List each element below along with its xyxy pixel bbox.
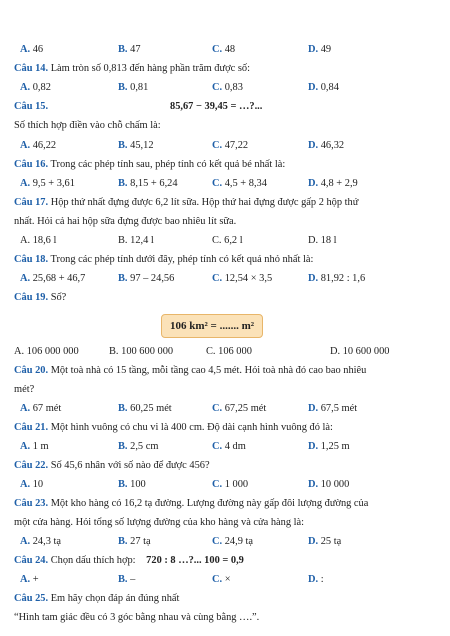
q15-label: Câu 15. bbox=[14, 101, 49, 112]
q20-text-line1: Một toà nhà có 15 tầng, mỗi tầng cao 4,5 mét. Hỏi toà nhà đó cao bao nhiêu bbox=[50, 365, 367, 376]
q22-option-c[interactable]: C. 1 000 bbox=[212, 479, 249, 490]
q19-expression-box: 106 km² = ....... m² bbox=[161, 314, 263, 338]
q15-option-b[interactable]: B. 45,12 bbox=[118, 140, 154, 151]
q23-option-b[interactable]: B. 27 tạ bbox=[118, 536, 151, 547]
q23-text-line1: Một kho hàng có 16,2 tạ đường. Lượng đường này gấp đôi lượng đường của bbox=[50, 498, 369, 509]
q22-option-b[interactable]: B. 100 bbox=[118, 479, 146, 490]
q17-text-line2: nhất. Hỏi cả hai hộp sữa đựng được bao nhiêu lít sữa. bbox=[14, 216, 237, 227]
q20-option-b[interactable]: B. 60,25 mét bbox=[118, 403, 172, 414]
q21-text: Một hình vuông có chu vi là 400 cm. Độ dài cạnh hình vuông đó là: bbox=[50, 422, 333, 433]
q22-text: Số 45,6 nhân với số nào để được 456? bbox=[50, 460, 210, 471]
q19-option-c[interactable]: C. 106 000 bbox=[206, 346, 252, 357]
q16-option-d[interactable]: D. 4,8 + 2,9 bbox=[308, 178, 358, 189]
q22-question bbox=[14, 459, 450, 473]
q23-option-d[interactable]: D. 25 tạ bbox=[308, 536, 342, 547]
q25-quote: “Hình tam giác đều có 3 góc bằng nhau và cùng bằng ….”. bbox=[14, 612, 260, 623]
q20-text-line2: mét? bbox=[14, 384, 35, 395]
q23-label: Câu 23. bbox=[14, 498, 49, 509]
q17-options bbox=[0, 234, 450, 248]
q19-label: Câu 19. bbox=[14, 292, 49, 303]
q24-option-a[interactable]: A. + bbox=[20, 574, 39, 585]
q25-text: Em hãy chọn đáp án đúng nhất bbox=[50, 593, 180, 604]
q21-label: Câu 21. bbox=[14, 422, 49, 433]
q15-options bbox=[0, 139, 450, 153]
q19-text: Số? bbox=[50, 292, 67, 303]
q13-options bbox=[0, 43, 450, 57]
q23-option-c[interactable]: C. 24,9 tạ bbox=[212, 536, 253, 547]
q16-option-c[interactable]: C. 4,5 + 8,34 bbox=[212, 178, 267, 189]
q23-question bbox=[14, 497, 450, 511]
q20-label: Câu 20. bbox=[14, 365, 49, 376]
q13-option-b[interactable]: B. 47 bbox=[118, 44, 141, 55]
q21-option-b[interactable]: B. 2,5 cm bbox=[118, 441, 159, 452]
q23-options bbox=[0, 535, 450, 549]
q18-label: Câu 18. bbox=[14, 254, 49, 265]
q14-option-d[interactable]: D. 0,84 bbox=[308, 82, 339, 93]
q18-options bbox=[0, 272, 450, 286]
q20-option-a[interactable]: A. 67 mét bbox=[20, 403, 62, 414]
q18-option-b[interactable]: B. 97 – 24,56 bbox=[118, 273, 175, 284]
q24-option-d[interactable]: D. : bbox=[308, 574, 324, 585]
q24-option-b[interactable]: B. – bbox=[118, 574, 136, 585]
q24-option-c[interactable]: C. × bbox=[212, 574, 231, 585]
q15-option-a[interactable]: A. 46,22 bbox=[20, 140, 57, 151]
q18-question bbox=[14, 253, 450, 267]
q24-options bbox=[0, 573, 450, 587]
q17-question bbox=[14, 196, 450, 210]
q16-options bbox=[0, 177, 450, 191]
q19-option-d[interactable]: D. 10 600 000 bbox=[330, 346, 390, 357]
q14-label: Câu 14. bbox=[14, 63, 49, 74]
q16-label: Câu 16. bbox=[14, 159, 49, 170]
q13-option-d[interactable]: D. 49 bbox=[308, 44, 332, 55]
q19-option-b[interactable]: B. 100 600 000 bbox=[109, 346, 174, 357]
q21-options bbox=[0, 440, 450, 454]
q21-option-c[interactable]: C. 4 dm bbox=[212, 441, 246, 452]
q15-text: Số thích hợp điền vào chỗ chấm là: bbox=[14, 120, 161, 131]
q21-option-a[interactable]: A. 1 m bbox=[20, 441, 49, 452]
q17-option-d[interactable]: D. 18 l bbox=[308, 235, 337, 246]
q14-question bbox=[14, 62, 450, 76]
q18-text: Trong các phép tính dưới đây, phép tính có kết quả nhỏ nhất là: bbox=[50, 254, 314, 265]
q25-label: Câu 25. bbox=[14, 593, 49, 604]
q16-option-b[interactable]: B. 8,15 + 6,24 bbox=[118, 178, 178, 189]
q16-option-a[interactable]: A. 9,5 + 3,61 bbox=[20, 178, 75, 189]
q16-text: Trong các phép tính sau, phép tính có kết quả bé nhất là: bbox=[50, 159, 286, 170]
q23-text-line2: một cửa hàng. Hỏi tổng số lượng đường của kho hàng và cửa hàng là: bbox=[14, 517, 305, 528]
q17-option-c[interactable]: C. 6,2 l bbox=[212, 235, 243, 246]
q21-question bbox=[14, 421, 450, 435]
q16-question bbox=[14, 158, 450, 172]
q24-text: Chọn dấu thích hợp: bbox=[50, 555, 136, 566]
q19-option-a[interactable]: A. 106 000 000 bbox=[14, 346, 79, 357]
q15-option-c[interactable]: C. 47,22 bbox=[212, 140, 249, 151]
q19-question bbox=[14, 291, 450, 305]
q15-expression: 85,67 − 39,45 = …?... bbox=[170, 101, 263, 112]
q18-option-c[interactable]: C. 12,54 × 3,5 bbox=[212, 273, 273, 284]
q24-question bbox=[14, 554, 450, 568]
q22-option-d[interactable]: D. 10 000 bbox=[308, 479, 350, 490]
q24-expression: 720 : 8 …?... 100 = 0,9 bbox=[146, 555, 244, 566]
q18-option-d[interactable]: D. 81,92 : 1,6 bbox=[308, 273, 366, 284]
q23-option-a[interactable]: A. 24,3 tạ bbox=[20, 536, 61, 547]
q13-option-a[interactable]: A. 46 bbox=[20, 44, 44, 55]
q15-option-d[interactable]: D. 46,32 bbox=[308, 140, 345, 151]
q20-options bbox=[0, 402, 450, 416]
q14-option-b[interactable]: B. 0,81 bbox=[118, 82, 149, 93]
q20-option-d[interactable]: D. 67,5 mét bbox=[308, 403, 358, 414]
q17-text-line1: Hộp thứ nhất đựng được 6,2 lít sữa. Hộp thứ hai đựng được gấp 2 hộp thứ bbox=[50, 197, 359, 208]
q25-question bbox=[14, 592, 450, 606]
q17-option-a[interactable]: A. 18,6 l bbox=[20, 235, 57, 246]
q15-question bbox=[14, 100, 450, 114]
q18-option-a[interactable]: A. 25,68 + 46,7 bbox=[20, 273, 86, 284]
q21-option-d[interactable]: D. 1,25 m bbox=[308, 441, 350, 452]
q14-option-c[interactable]: C. 0,83 bbox=[212, 82, 243, 93]
q14-option-a[interactable]: A. 0,82 bbox=[20, 82, 51, 93]
q19-options bbox=[0, 345, 450, 359]
q22-option-a[interactable]: A. 10 bbox=[20, 479, 44, 490]
q22-label: Câu 22. bbox=[14, 460, 49, 471]
q17-option-b[interactable]: B. 12,4 l bbox=[118, 235, 154, 246]
q13-option-c[interactable]: C. 48 bbox=[212, 44, 236, 55]
q17-label: Câu 17. bbox=[14, 197, 49, 208]
q20-question bbox=[14, 364, 450, 378]
q22-options bbox=[0, 478, 450, 492]
q24-label: Câu 24. bbox=[14, 555, 49, 566]
q14-options bbox=[0, 81, 450, 95]
q14-text: Làm tròn số 0,813 đến hàng phần trăm được số: bbox=[50, 63, 250, 74]
q20-option-c[interactable]: C. 67,25 mét bbox=[212, 403, 267, 414]
